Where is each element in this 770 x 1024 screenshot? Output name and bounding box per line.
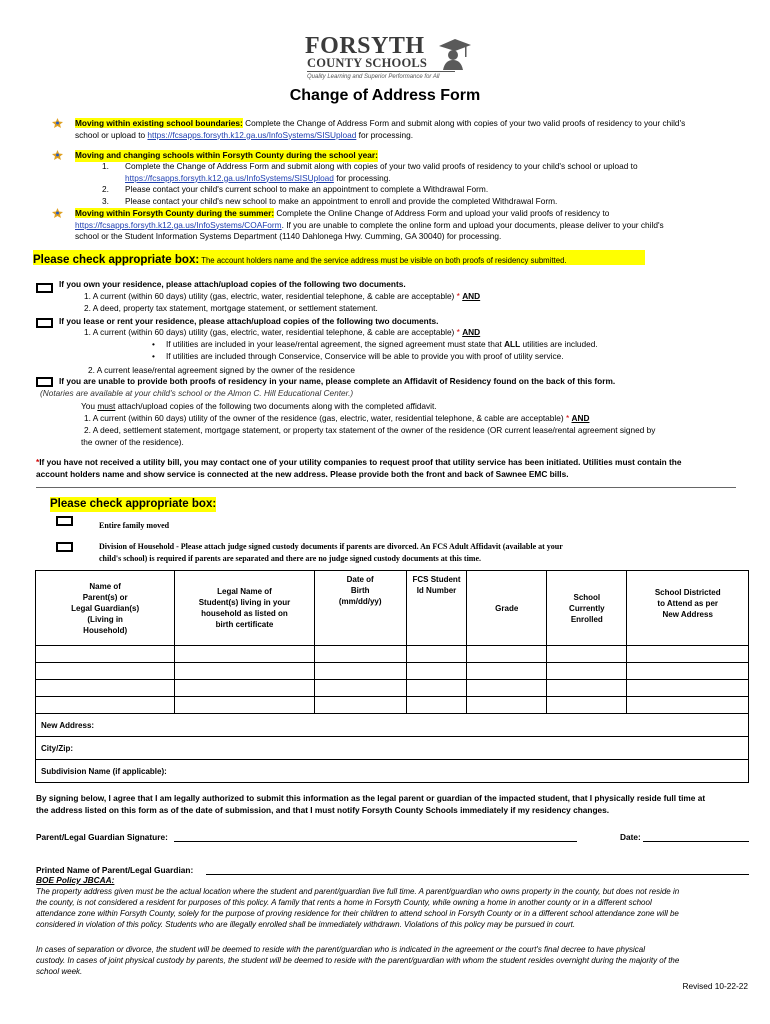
unable-item-1 <box>84 413 589 425</box>
all-label: ALL <box>504 339 521 349</box>
lease-b2-text: If utilities are included through Conservice, Conservice will be able to provide you with proof of utility service. <box>166 351 564 361</box>
section1-heading: Please check appropriate box: <box>33 254 200 266</box>
policy-heading: BOE Policy JBCAA: <box>36 875 115 885</box>
lease-bullet-2: • If utilities are included through Conservice, Conservice will be able to provide you with proof of utility service. <box>152 351 564 361</box>
entire-family-checkbox[interactable] <box>56 516 73 526</box>
intro-b3-heading: Moving within Forsyth County during the summer: <box>75 208 275 218</box>
printed-name-label: Printed Name of Parent/Legal Guardian: <box>36 865 194 875</box>
lease-b1-tail: utilities are included. <box>520 339 598 349</box>
own-item-1-text: 1. A current (within 60 days) utility (gas, electric, water, residential telephone, & cable are acceptable) <box>84 291 457 301</box>
new-address-field[interactable] <box>36 714 749 737</box>
and-label: AND <box>571 413 590 423</box>
intro-bullet-3 <box>75 208 664 243</box>
step-number: 3. <box>102 196 109 206</box>
step-text: Complete the Change of Address Form and submit along with copies of your two valid proofs of residency to your child's school or upload to <box>125 161 638 171</box>
table-row <box>36 646 749 663</box>
lease-item-2: 2. A current lease/rental agreement signed by the owner of the residence <box>88 365 356 375</box>
subdivision-field[interactable] <box>36 760 749 783</box>
logo-line2: COUNTY SCHOOLS <box>307 56 428 70</box>
division-text-a: Division of Household - Please attach judge signed custody documents if parents are divorced. An FCS Adult Affidavit (available at your <box>99 542 563 551</box>
and-label: AND <box>462 291 481 301</box>
policy-line: custody. In cases of joint physical custody by parents, the student will be deemed to reside with the parent/guardian with whom the student resides overnight during the majority of the <box>36 956 680 965</box>
own-heading: If you own your residence, please attach/upload copies of the following two documents. <box>59 279 406 289</box>
new-address-label: New Address: <box>41 720 95 730</box>
unable-note: (Notaries are available at your child's school or the Almon C. Hill Educational Center.) <box>40 388 354 398</box>
step-text-tail: for processing. <box>333 172 391 183</box>
step-number: 1. <box>102 161 109 171</box>
printed-name-line[interactable] <box>206 874 749 875</box>
col-header-student-id: FCS Student Id Number <box>406 571 466 646</box>
intro-b3-text2: . If you are unable to complete the online form and upload your documents, please deliver to your child's <box>281 219 664 230</box>
intro-b2-heading: Moving and changing schools within Forsyth County during the school year: <box>75 150 378 160</box>
graduate-silhouette-icon <box>435 36 473 70</box>
lease-bullet-1: • If utilities are included in your lease/rental agreement, the signed agreement must state that ALL utilities are included. <box>152 339 598 349</box>
logo-line1: FORSYTH <box>305 33 425 59</box>
section1-header <box>33 250 645 265</box>
date-line[interactable] <box>643 841 749 842</box>
city-zip-field[interactable] <box>36 737 749 760</box>
asterisk: * <box>565 413 572 423</box>
intro-bullet-1 <box>75 118 755 141</box>
unable-must-c: attach/upload copies of the following two documents along with the completed affidavit. <box>115 401 437 411</box>
page-title: Change of Address Form <box>289 87 481 104</box>
step-text: Please contact your child's new school to make an appointment to enroll and provide the completed Withdrawal Form. <box>125 196 558 206</box>
date-label: Date: <box>620 832 641 842</box>
intro-b1-heading: Moving within existing school boundaries: <box>75 118 243 128</box>
star-bullet-icon <box>52 208 63 218</box>
revised-date: Revised 10-22-22 <box>682 981 748 991</box>
intro-b1-text3: for processing. <box>356 129 414 140</box>
section2-heading: Please check appropriate box: <box>50 498 217 510</box>
coa-form-link[interactable]: https://fcsapps.forsyth.k12.ga.us/InfoSystems/COAForm <box>75 219 282 230</box>
and-label: AND <box>462 327 481 337</box>
intro-b2-step3 <box>102 196 557 208</box>
col-header-districted-school: School Districted to Attend as per New Address <box>627 571 749 646</box>
unable-item-1-text: 1. A current (within 60 days) utility of the owner of the residence (gas, electric, water, residential telephone, & cable are acceptable) <box>84 413 566 423</box>
sis-upload-link[interactable]: https://fcsapps.forsyth.k12.ga.us/InfoSystems/SISUpload <box>147 129 357 140</box>
intro-b2-step2 <box>102 184 488 196</box>
divider <box>36 487 736 488</box>
signing-statement <box>36 793 705 816</box>
unable-must <box>81 401 437 413</box>
entire-family-label: Entire family moved <box>99 521 170 530</box>
policy-line: In cases of separation or divorce, the student will be deemed to reside with the parent/guardian who is indicated in the agreement or the court's final decree to have physical <box>36 945 645 954</box>
policy-line: attendance zone within Forsyth County, solely for the purpose of proving residence for their children to attend school in Forsyth County or in a different school attendance zone will be <box>36 909 679 918</box>
division-text-b: child's school) is required if parents are separated and there are no judge signed custody documents at this time. <box>99 554 482 563</box>
logo <box>303 34 473 84</box>
col-header-student: Legal Name of Student(s) living in your household as listed on birth certificate <box>175 571 314 646</box>
own-item-1 <box>84 291 480 303</box>
own-residence-checkbox[interactable] <box>36 283 53 293</box>
unable-heading: If you are unable to provide both proofs of residency in your name, please complete an Affidavit of Residency found on the back of this form. <box>59 376 616 386</box>
col-header-dob: Date of Birth (mm/dd/yy) <box>314 571 406 646</box>
col-header-grade: Grade <box>467 571 547 646</box>
unable-item-2 <box>81 425 656 448</box>
sis-upload-link-2[interactable]: https://fcsapps.forsyth.k12.ga.us/InfoSystems/SISUpload <box>125 172 334 183</box>
intro-b3-text3: school or the Student Information Systems Department (1140 Dahlonega Hwy. Cumming, GA 30040) for processing. <box>75 231 502 241</box>
star-bullet-icon <box>52 150 63 160</box>
statement-b: the address listed on this form as of the date of submission, and that I must notify Forsyth County Schools immediately if my residency changes. <box>36 804 610 815</box>
table-row <box>36 697 749 714</box>
signature-line[interactable] <box>174 841 577 842</box>
intro-b1-text: Complete the Change of Address Form and submit along with copies of your two valid proofs of residency to your child's <box>242 118 686 128</box>
asterisk: * <box>456 327 463 337</box>
division-household-label <box>99 541 563 565</box>
logo-tagline: Quality Learning and Superior Performance for All <box>307 74 440 80</box>
policy-line: the county, is not considered a resident for purposes of this policy. A family that rents a home in Forsyth County, while owning a home in another county or in a different school <box>36 898 652 907</box>
lease-heading: If you lease or rent your residence, please attach/upload copies of the following two documents. <box>59 316 439 326</box>
lease-item-1 <box>84 327 480 339</box>
must-label: must <box>97 401 116 411</box>
lease-residence-checkbox[interactable] <box>36 318 53 328</box>
unable-item-2b-text: the owner of the residence). <box>81 436 184 447</box>
unable-item-2-text: 2. A deed, settlement statement, mortgage statement, or property tax statement of the owner of the residence (OR current lease/rental agreement signed by <box>84 425 656 435</box>
section1-note: The account holders name and the service address must be visible on both proofs of residency submitted. <box>199 256 567 265</box>
intro-b2-step1 <box>102 161 638 184</box>
asterisk: * <box>456 291 463 301</box>
lease-b1-text: If utilities are included in your lease/rental agreement, the signed agreement must state that <box>166 339 505 349</box>
table-row <box>36 680 749 697</box>
step-number: 2. <box>102 184 109 194</box>
policy-line: The property address given must be the actual location where the student and parent/guardian live full time. A parent/guardian who owns property in the county, but does not reside in <box>36 887 680 896</box>
division-household-checkbox[interactable] <box>56 542 73 552</box>
policy-line: school week. <box>36 967 83 976</box>
star-bullet-icon <box>52 118 63 128</box>
col-header-parent: Name of Parent(s) or Legal Guardian(s) (Living in Household) <box>36 571 175 646</box>
signature-label: Parent/Legal Guardian Signature: <box>36 832 168 842</box>
utility-note-b: account holders name and show service is connected at the new address. Please provide both the front and back of Sawnee EMC bills. <box>36 468 569 479</box>
city-zip-label: City/Zip: <box>41 743 73 753</box>
intro-b3-text: Complete the Online Change of Address Form and upload your valid proofs of residency to <box>274 208 610 218</box>
asterisk: * <box>36 457 40 467</box>
intro-b1-text2: school or upload to <box>75 129 148 140</box>
policy-line: considered in violation of this policy. Students who are illegally enrolled shall be immediately withdrawn. Violations of this policy may be pursued in court. <box>36 920 576 929</box>
policy-paragraph-1 <box>36 886 679 930</box>
utility-note <box>36 457 681 480</box>
col-header-current-school: School Currently Enrolled <box>547 571 627 646</box>
logo-underline <box>307 71 455 72</box>
statement-a: By signing below, I agree that I am legally authorized to submit this information as the legal parent or guardian of the impacted student, that I physically reside full time at <box>36 793 706 803</box>
student-table <box>35 570 749 783</box>
subdivision-label: Subdivision Name (if applicable): <box>41 766 167 776</box>
utility-note-a: If you have not received a utility bill, you may contact one of your utility companies to request proof that utility service has been initiated. Utilities must contain the <box>39 457 682 467</box>
unable-must-a: You <box>81 401 98 411</box>
own-item-2: 2. A deed, property tax statement, mortgage statement, or settlement statement. <box>84 303 378 313</box>
table-row <box>36 663 749 680</box>
policy-paragraph-2 <box>36 944 679 977</box>
affidavit-checkbox[interactable] <box>36 377 53 387</box>
step-text: Please contact your child's current school to make an appointment to complete a Withdrawal Form. <box>125 184 489 194</box>
lease-item-1-text: 1. A current (within 60 days) utility (gas, electric, water, residential telephone, & cable are acceptable) <box>84 327 457 337</box>
